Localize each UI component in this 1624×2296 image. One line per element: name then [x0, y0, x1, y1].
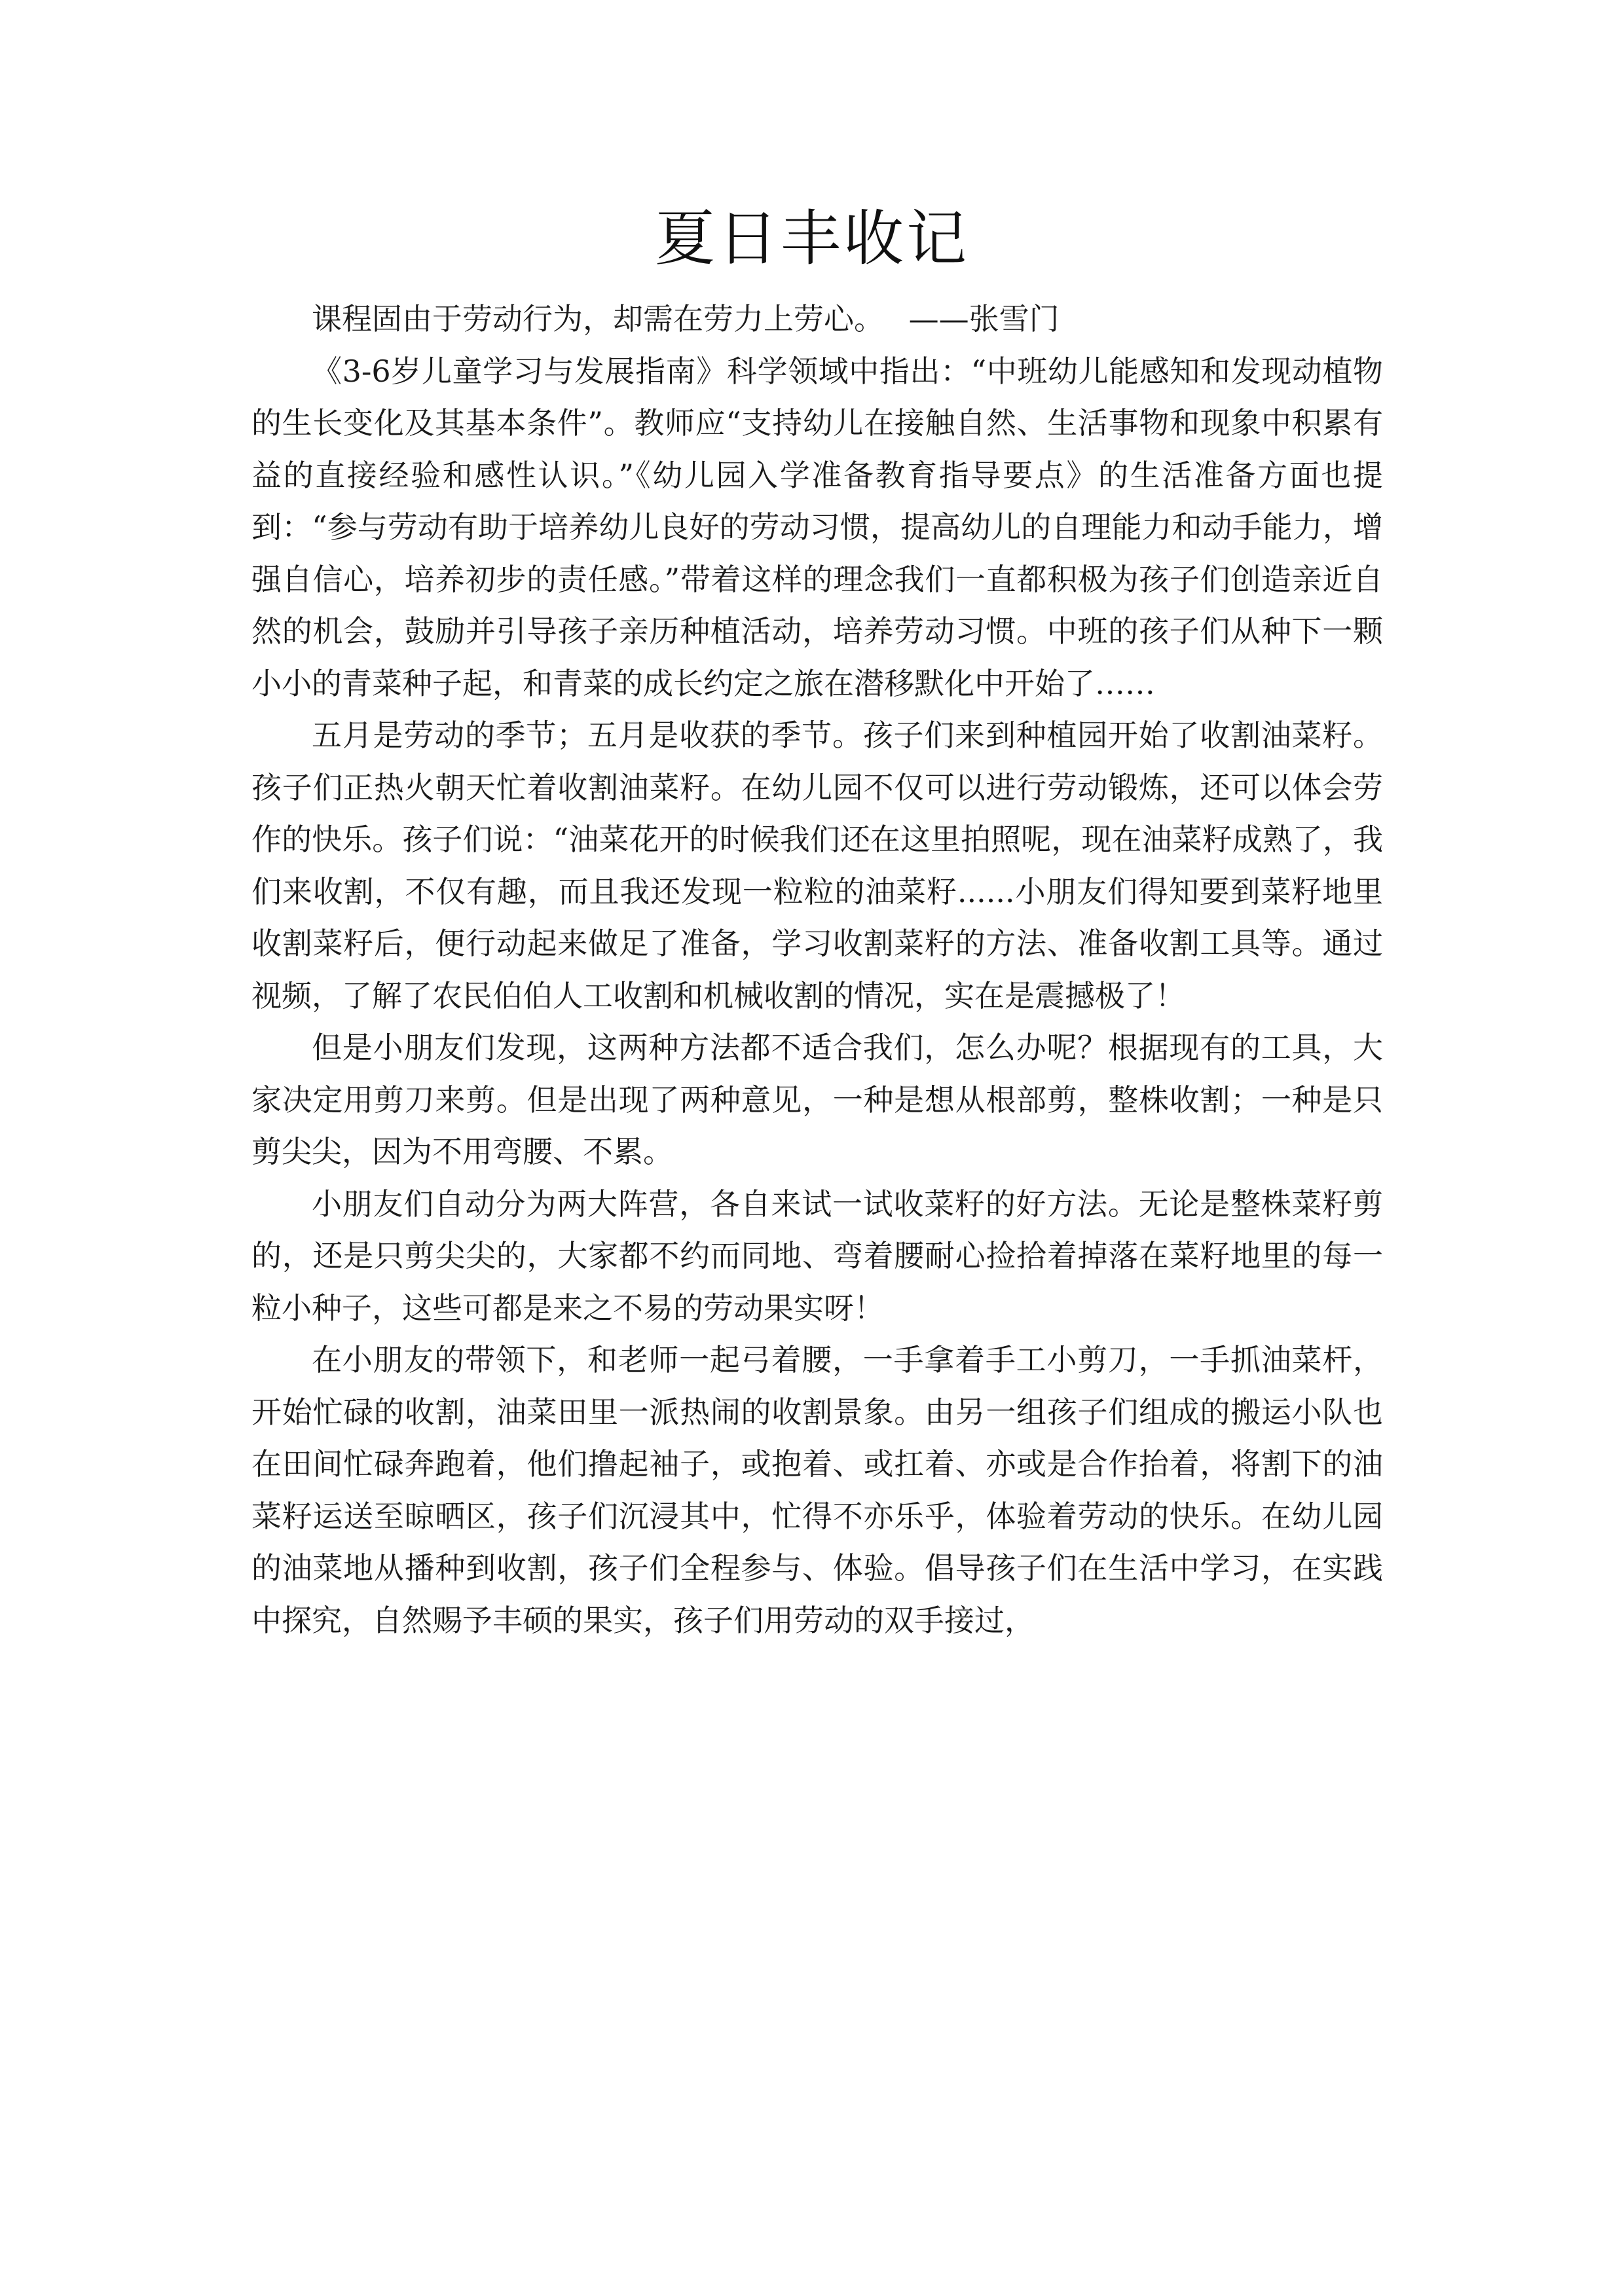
- document-title: 夏日丰收记: [654, 204, 969, 274]
- paragraph-guidelines: 《3-6岁儿童学习与发展指南》科学领域中指出：“中班幼儿能感知和发现动植物的生长变化及其基本条件”。教师应“支持幼儿在接触自然、生活事物和现象中积累有益的直接经验和感性认识。”《幼儿园入学准备教育指导要点》的生活准备方面也提到：“参与劳动有助于培养幼儿良好的劳动习惯，提高幼儿的自理能力和动手能力，增强自信心，培养初步的责任感。”带着这样的理念我们一直都积极为孩子们创造亲近自然的机会，鼓励并引导孩子亲历种植活动，培养劳动习惯。中班的孩子们从种下一颗小小的青菜种子起，和青菜的成长约定之旅在潜移默化中开始了……: [251, 353, 1383, 701]
- paragraph-teamwork: 在小朋友的带领下，和老师一起弓着腰，一手拿着手工小剪刀，一手抓油菜杆，开始忙碌的收割，油菜田里一派热闹的收割景象。由另一组孩子们组成的搬运小队也在田间忙碌奔跑着，他们撸起袖子，或抱着、或扛着、亦或是合作抬着，将割下的油菜籽运送至晾晒区，孩子们沉浸其中，忙得不亦乐乎，体验着劳动的快乐。在幼儿园的油菜地从播种到收割，孩子们全程参与、体验。倡导孩子们在生活中学习，在实践中探究，自然赐予丰硕的果实，孩子们用劳动的双手接过，: [251, 1342, 1383, 1638]
- document-body: [251, 293, 1383, 1647]
- epigraph: 课程固由于劳动行为，却需在劳力上劳心。 ——张雪门: [312, 301, 1060, 337]
- paragraph-two-camps: 小朋友们自动分为两大阵营，各自来试一试收菜籽的好方法。无论是整株菜籽剪的，还是只剪尖尖的，大家都不约而同地、弯着腰耐心捡拾着掉落在菜籽地里的每一粒小种子，这些可都是来之不易的劳动果实呀！: [251, 1186, 1383, 1326]
- paragraph-scissors: 但是小朋友们发现，这两种方法都不适合我们，怎么办呢？根据现有的工具，大家决定用剪刀来剪。但是出现了两种意见，一种是想从根部剪，整株收割；一种是只剪尖尖，因为不用弯腰、不累。: [251, 1030, 1383, 1169]
- paragraph-may-harvest: 五月是劳动的季节；五月是收获的季节。孩子们来到种植园开始了收割油菜籽。孩子们正热火朝天忙着收割油菜籽。在幼儿园不仅可以进行劳动锻炼，还可以体会劳作的快乐。孩子们说：“油菜花开的时候我们还在这里拍照呢，现在油菜籽成熟了，我们来收割，不仅有趣，而且我还发现一粒粒的油菜籽......小朋友们得知要到菜籽地里收割菜籽后，便行动起来做足了准备，学习收割菜籽的方法、准备收割工具等。通过视频，了解了农民伯伯人工收割和机械收割的情况，实在是震撼极了！: [251, 718, 1383, 1013]
